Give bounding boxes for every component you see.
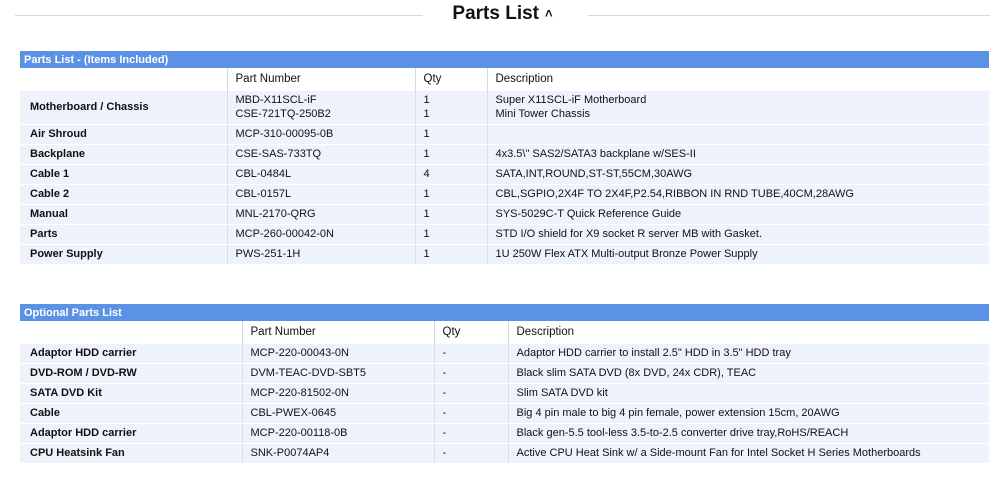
row-description: SATA,INT,ROUND,ST-ST,55CM,30AWG xyxy=(487,164,989,184)
page-title: Parts List xyxy=(452,3,539,24)
row-part-number: MCP-220-00043-0N xyxy=(242,343,434,363)
row-description: Adaptor HDD carrier to install 2.5" HDD in 3.5" HDD tray xyxy=(508,343,989,363)
row-description: Slim SATA DVD kit xyxy=(508,383,989,403)
row-name: Adaptor HDD carrier xyxy=(20,423,242,443)
chevron-up-icon[interactable]: ˄ xyxy=(545,5,553,21)
row-part-number: PWS-251-1H xyxy=(227,244,415,264)
row-name: Parts xyxy=(20,224,227,244)
optional-parts-section xyxy=(20,304,989,464)
header-part-number: Part Number xyxy=(227,68,415,90)
row-part-number: SNK-P0074AP4 xyxy=(242,443,434,463)
row-name: SATA DVD Kit xyxy=(20,383,242,403)
row-description: 4x3.5\" SAS2/SATA3 backplane w/SES-II xyxy=(487,144,989,164)
row-name: Cable 2 xyxy=(20,184,227,204)
row-name: CPU Heatsink Fan xyxy=(20,443,242,463)
row-description: Active CPU Heat Sink w/ a Side-mount Fan for Intel Socket H Series Motherboards xyxy=(508,443,989,463)
row-description: Black slim SATA DVD (8x DVD, 24x CDR), TEAC xyxy=(508,363,989,383)
row-description: SYS-5029C-T Quick Reference Guide xyxy=(487,204,989,224)
table-row xyxy=(20,204,989,224)
row-part-number: MCP-220-81502-0N xyxy=(242,383,434,403)
section-title: Parts List - (Items Included) xyxy=(20,51,989,68)
qty-line: 1 xyxy=(423,94,430,106)
header-divider-left xyxy=(15,15,423,16)
row-name: Power Supply xyxy=(20,244,227,264)
section-title: Optional Parts List xyxy=(20,304,989,321)
row-description: Big 4 pin male to big 4 pin female, power extension 15cm, 20AWG xyxy=(508,403,989,423)
table-row xyxy=(20,164,989,184)
optional-parts-table xyxy=(20,321,989,464)
row-part-number: DVM-TEAC-DVD-SBT5 xyxy=(242,363,434,383)
row-qty: 4 xyxy=(415,164,487,184)
row-description: STD I/O shield for X9 socket R server MB with Gasket. xyxy=(487,224,989,244)
table-row xyxy=(20,184,989,204)
table-row xyxy=(20,124,989,144)
row-qty: - xyxy=(434,443,508,463)
row-part-number: MCP-310-00095-0B xyxy=(227,124,415,144)
header-qty: Qty xyxy=(434,321,508,343)
row-description: Black gen-5.5 tool-less 3.5-to-2.5 converter drive tray,RoHS/REACH xyxy=(508,423,989,443)
description-line: Super X11SCL-iF Motherboard xyxy=(495,94,647,106)
row-qty: - xyxy=(434,403,508,423)
table-row xyxy=(20,423,989,443)
row-name: Cable 1 xyxy=(20,164,227,184)
row-qty: 1 xyxy=(415,244,487,264)
row-name: Manual xyxy=(20,204,227,224)
part-number-line: CSE-721TQ-250B2 xyxy=(235,108,331,120)
row-description xyxy=(487,90,989,124)
description-line: Mini Tower Chassis xyxy=(495,108,591,120)
header-part-number: Part Number xyxy=(242,321,434,343)
row-description: 1U 250W Flex ATX Multi-output Bronze Power Supply xyxy=(487,244,989,264)
header-name xyxy=(20,68,227,90)
part-number-line: MBD-X11SCL-iF xyxy=(235,94,317,106)
header-description: Description xyxy=(495,72,554,85)
row-qty: - xyxy=(434,363,508,383)
row-qty: 1 xyxy=(415,124,487,144)
row-description xyxy=(487,124,989,144)
row-qty: 1 xyxy=(415,204,487,224)
row-qty: - xyxy=(434,383,508,403)
row-part-number: CSE-SAS-733TQ xyxy=(227,144,415,164)
row-part-number: MNL-2170-QRG xyxy=(227,204,415,224)
table-header-row xyxy=(20,68,989,90)
row-name: DVD-ROM / DVD-RW xyxy=(20,363,242,383)
header-name xyxy=(20,321,242,343)
table-row xyxy=(20,90,989,124)
row-qty xyxy=(415,90,487,124)
header-divider-right xyxy=(588,15,990,16)
row-name: Air Shroud xyxy=(20,124,227,144)
row-part-number: CBL-PWEX-0645 xyxy=(242,403,434,423)
included-parts-table xyxy=(20,68,989,265)
row-part-number xyxy=(227,90,415,124)
row-qty: 1 xyxy=(415,184,487,204)
row-part-number: MCP-260-00042-0N xyxy=(227,224,415,244)
parts-list-header[interactable] xyxy=(0,0,1005,32)
qty-line: 1 xyxy=(423,108,430,120)
row-name: Motherboard / Chassis xyxy=(20,90,227,124)
table-row xyxy=(20,363,989,383)
row-name: Adaptor HDD carrier xyxy=(20,343,242,363)
row-part-number: CBL-0157L xyxy=(227,184,415,204)
included-parts-section xyxy=(20,51,989,265)
row-qty: - xyxy=(434,343,508,363)
header-description: Description xyxy=(516,325,575,338)
table-row xyxy=(20,403,989,423)
table-row xyxy=(20,383,989,403)
table-row xyxy=(20,144,989,164)
row-part-number: CBL-0484L xyxy=(227,164,415,184)
table-row xyxy=(20,244,989,264)
row-name: Backplane xyxy=(20,144,227,164)
row-description: CBL,SGPIO,2X4F TO 2X4F,P2.54,RIBBON IN RND TUBE,40CM,28AWG xyxy=(487,184,989,204)
table-header-row xyxy=(20,321,989,343)
row-name: Cable xyxy=(20,403,242,423)
header-qty: Qty xyxy=(415,68,487,90)
row-qty: - xyxy=(434,423,508,443)
table-row xyxy=(20,224,989,244)
row-part-number: MCP-220-00118-0B xyxy=(242,423,434,443)
table-row xyxy=(20,343,989,363)
row-qty: 1 xyxy=(415,224,487,244)
row-qty: 1 xyxy=(415,144,487,164)
table-row xyxy=(20,443,989,463)
